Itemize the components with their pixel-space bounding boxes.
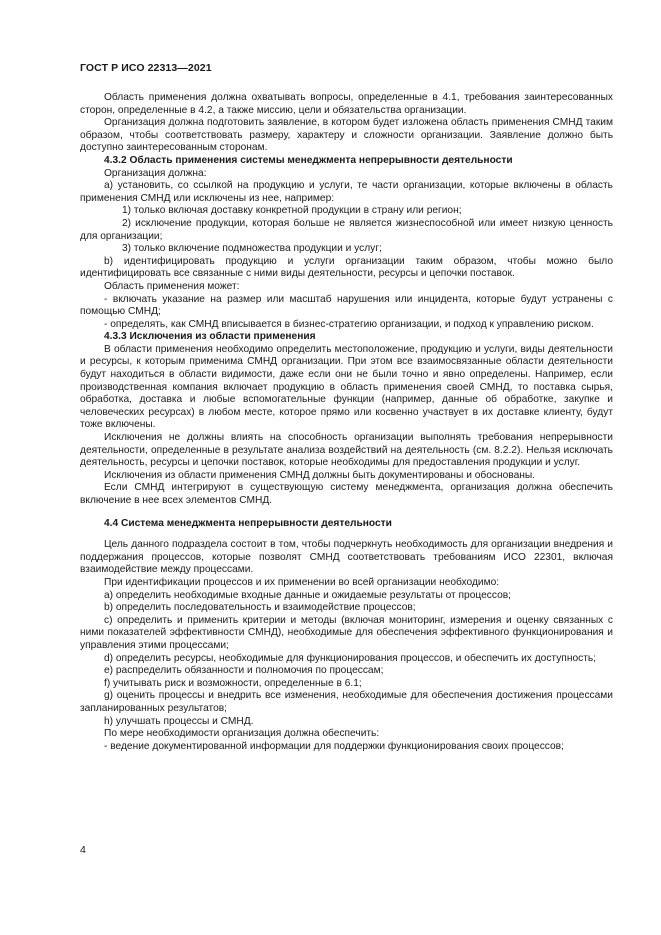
paragraph: Область применения может: bbox=[104, 280, 240, 292]
paragraph: Исключения из области применения СМНД должны быть документированы и обоснованы. bbox=[104, 469, 536, 481]
paragraph: При идентификации процессов и их применении во всей организации необходимо: bbox=[104, 576, 500, 588]
list-item: 1) только включая доставку конкретной продукции в страну или регион; bbox=[122, 205, 462, 217]
paragraph: Область применения должна охватывать вопросы, определенные в 4.1, требования заинтересованных сторон, определенные в 4.2, а также миссию, цели и обязательства организации. bbox=[80, 92, 613, 116]
list-item: - определять, как СМНД вписывается в бизнес-стратегию организации, и подход к управлению риском. bbox=[104, 318, 594, 330]
section-heading: 4.3.2 Область применения системы менеджмента непрерывности деятельности bbox=[104, 154, 513, 166]
paragraph: Организация должна: bbox=[104, 167, 207, 179]
list-item: a) установить, со ссылкой на продукцию и услуги, те части организации, которые включены в область применения СМНД или исключены из нее, например: bbox=[80, 180, 613, 204]
list-item: c) определить и применить критерии и методы (включая мониторинг, измерения и оценку связанных с ними показателей эффективности СМНД), необходимые для обеспечения эффективного функционирования и управления этими процессами; bbox=[80, 614, 613, 651]
paragraph: Цель данного подраздела состоит в том, чтобы подчеркнуть необходимость для организации внедрения и поддержания процессов, которые позволят СМНД соответствовать требованиям ИСО 22301, включая взаимодействие между процессами. bbox=[80, 539, 613, 576]
page-number: 4 bbox=[80, 844, 86, 856]
paragraph: Исключения не должны влиять на способность организации выполнять требования непрерывности деятельности, определенные в результате анализа воздействий на деятельность (см. 8.2.2). Нельзя исключать деятельность, ресурсы и цепочки поставок, которые необходимы для предоставления продукции и услуг. bbox=[80, 432, 613, 469]
list-item: b) идентифицировать продукцию и услуги организации таким образом, чтобы можно было идентифицировать все связанные с ними виды деятельности, ресурсы и цепочки поставок. bbox=[80, 255, 613, 280]
paragraph: Если СМНД интегрируют в существующую систему менеджмента, организация должна обеспечить включение в нее всех элементов СМНД. bbox=[80, 482, 613, 506]
paragraph: Организация должна подготовить заявление, в котором будет изложена область применения СМНД таким образом, чтобы соответствовать размеру, характеру и сложности организации. Заявление должно быть доступно заинтересованным сторонам. bbox=[80, 117, 613, 154]
list-item: f) учитывать риск и возможности, определенные в 6.1; bbox=[104, 677, 362, 689]
list-item: g) оценить процессы и внедрить все изменения, необходимые для обеспечения достижения процессами запланированных результатов; bbox=[80, 690, 613, 714]
paragraph: По мере необходимости организация должна обеспечить: bbox=[104, 728, 380, 740]
section-heading: 4.4 Система менеджмента непрерывности деятельности bbox=[104, 517, 392, 529]
list-item: a) определить необходимые входные данные и ожидаемые результаты от процессов; bbox=[104, 589, 511, 601]
page-header: ГОСТ Р ИСО 22313—2021 bbox=[80, 62, 212, 74]
body-text bbox=[80, 92, 613, 753]
list-item: e) распределить обязанности и полномочия по процессам; bbox=[104, 665, 384, 677]
list-item: - включать указание на размер или масштаб нарушения или инцидента, которые будут устранены с помощью СМНД; bbox=[80, 293, 613, 318]
list-item: 3) только включение подмножества продукции и услуг; bbox=[122, 243, 382, 255]
paragraph: В области применения необходимо определить местоположение, продукцию и услуги, виды деятельности и ресурсы, к которым применима СМНД организации. При этом все взаимосвязанные области деятельности будут находиться в области видимости, даже если они не были точно и явно определены. Например, если производственная компания включает продукцию в область применения своей СМНД, то поставка сырья, обработка, доставка и любые вспомогательные функции (например, данные об обработке, закупке и человеческих ресурсах) в любом месте, которое прямо или косвенно участвует в их доставке клиенту, будут тоже включены. bbox=[80, 343, 613, 431]
section-heading: 4.3.3 Исключения из области применения bbox=[104, 331, 316, 343]
list-item: 2) исключение продукции, которая больше не является жизнеспособной или имеет низкую ценность для организации; bbox=[80, 217, 613, 242]
list-item: - ведение документированной информации для поддержки функционирования своих процессов; bbox=[104, 740, 564, 752]
list-item: h) улучшать процессы и СМНД. bbox=[104, 715, 254, 727]
list-item: d) определить ресурсы, необходимые для функционирования процессов, и обеспечить их доступность; bbox=[104, 652, 597, 664]
list-item: b) определить последовательность и взаимодействие процессов; bbox=[104, 602, 416, 614]
